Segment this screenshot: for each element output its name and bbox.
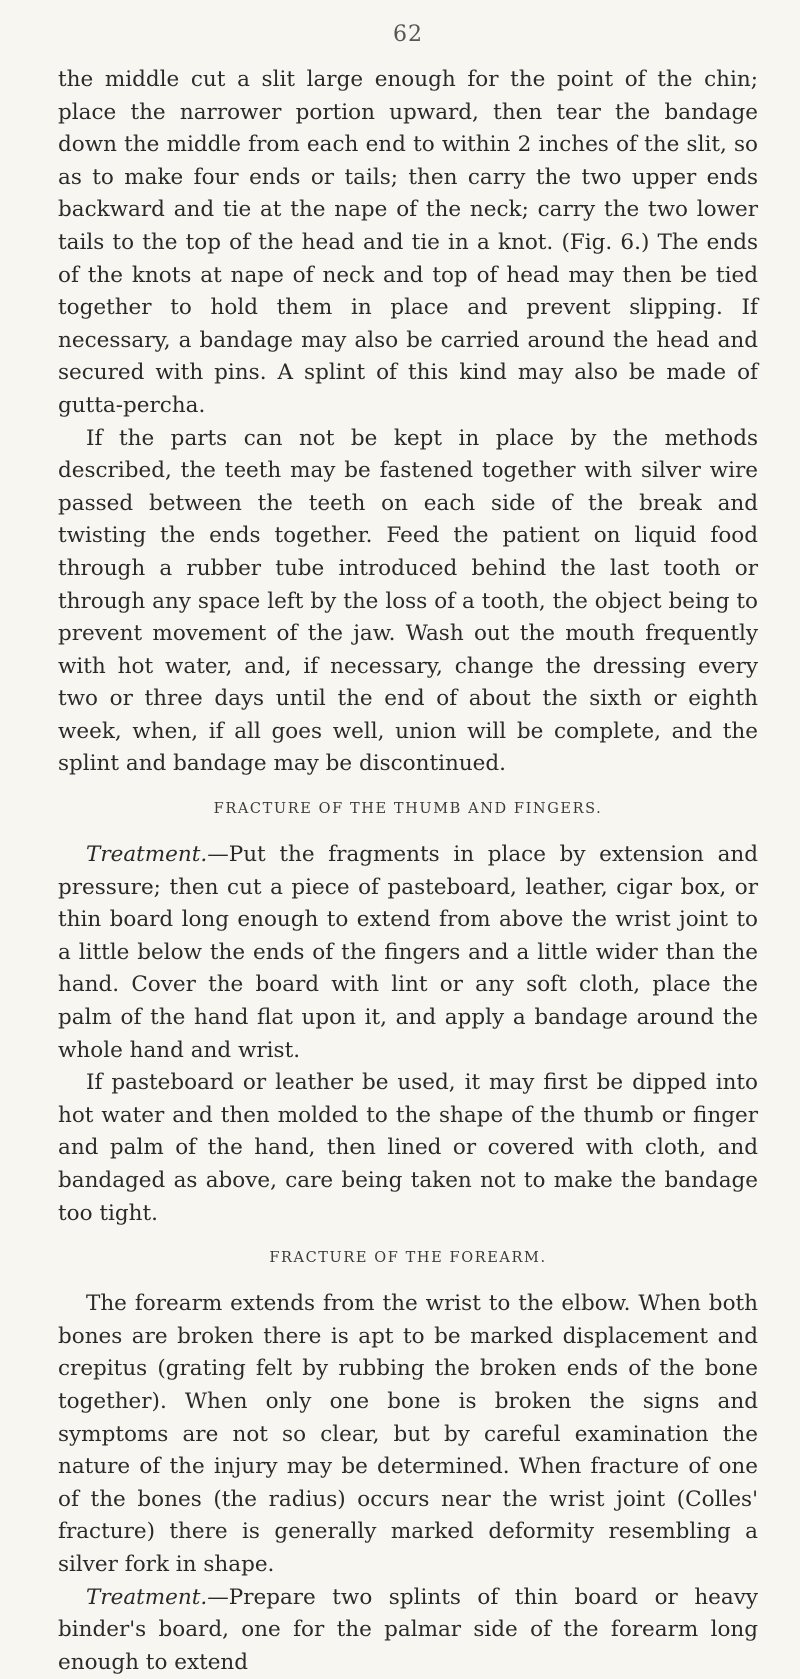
paragraph-forearm-treatment [58,1582,758,1679]
section-heading-thumb-fingers: FRACTURE OF THE THUMB AND FINGERS. [213,801,603,818]
paragraph-text: The forearm extends from the wrist to the elbow. When both bones are broken there is apt to be marked displacement and crepitus (grating felt by rubbing the broken ends of the bone together). When only one bone is broken the signs and symptoms are not so clear, but by careful examination the nature of the injury may be determined. When fracture of one of the bones (the radius) occurs near the wrist joint (Colles' fracture) there is generally marked deformity resembling a silver fork in shape. [58,1291,758,1577]
paragraph-pasteboard [58,1067,758,1230]
paragraph-text: —Put the fragments in place by extension and pressure; then cut a piece of pasteboard, leather, cigar box, or thin board long enough to extend from above the wrist joint to a little below the ends of the fingers and a little wider than the hand. Cover the board with lint or any soft cloth, place the palm of the hand flat upon it, and apply a bandage around the whole hand and wrist. [58,842,758,1063]
paragraph-forearm-description [58,1288,758,1581]
paragraph-text: If the parts can not be kept in place by the methods described, the teeth may be fastened together with silver wire passed between the teeth on each side of the break and twisting the ends together. Feed the patient on liquid food through a rubber tube introduced behind the last tooth or through any space left by the loss of a tooth, the object being to prevent movement of the jaw. Wash out the mouth frequently with hot water, and, if necessary, change the dressing every two or three days until the end of about the sixth or eighth week, when, if all goes well, union will be complete, and the splint and bandage may be discontinued. [58,425,758,777]
treatment-label: Treatment. [86,842,208,868]
paragraph-thumb-treatment [58,839,758,1067]
book-page [58,20,758,1679]
paragraph-jaw-splint [58,64,758,423]
paragraph-text: —Prepare two splints of thin board or heavy binder's board, one for the palmar side of the forearm long enough to extend [58,1584,758,1675]
section-heading-forearm: FRACTURE OF THE FOREARM. [269,1250,547,1267]
paragraph-text: If pasteboard or leather be used, it may first be dipped into hot water and then molded to the shape of the thumb or finger and palm of the hand, then lined or covered with cloth, and bandaged as above, care being taken not to make the bandage too tight. [58,1070,758,1226]
paragraph-wire-fastening [58,423,758,782]
treatment-label: Treatment. [86,1584,208,1610]
page-number: 62 [393,22,423,47]
paragraph-text: the middle cut a slit large enough for the point of the chin; place the narrower portion upward, then tear the bandage down the middle from each end to within 2 inches of the slit, so as to make four ends or tails; then carry the two upper ends backward and tie at the nape of the neck; carry the two lower tails to the top of the head and tie in a knot. (Fig. 6.) The ends of the knots at nape of neck and top of head may then be tied together to hold them in place and prevent slipping. If necessary, a bandage may also be carried around the head and secured with pins. A splint of this kind may also be made of gutta-percha. [58,67,758,418]
